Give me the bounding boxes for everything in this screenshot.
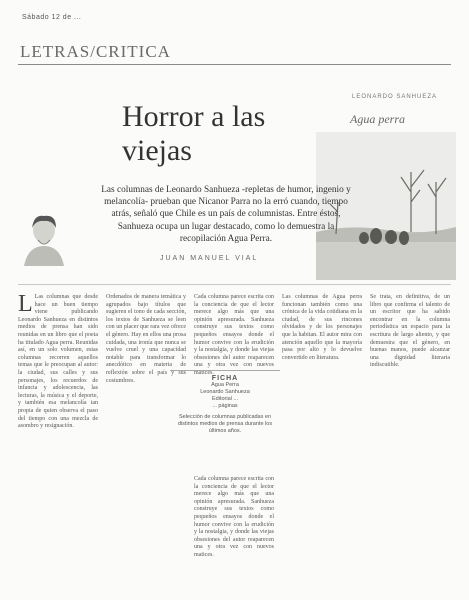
book-info-line: ... páginas — [212, 403, 238, 409]
article-headline: Horror a las viejas — [122, 100, 266, 167]
book-info-line: Editorial ... — [212, 396, 238, 402]
book-info-line: Agua Perra — [211, 382, 239, 388]
book-info-line: Leonardo Sanhueza — [200, 389, 250, 395]
body-column-4 — [282, 294, 362, 594]
header-rule — [18, 64, 451, 65]
body-column-5-text: Se trata, en definitiva, de un libro que confirma el talento de un escritor que ha sabido encontrar en la columna periodística un espacio para la escritura de largo aliento, y que demuestra que el género, en buenas manos, puede alcanzar una dignidad literaria indiscutible. — [370, 294, 450, 369]
photo-caption: LEONARDO SANHUEZA — [352, 94, 438, 100]
book-info-title: FICHA — [211, 375, 239, 382]
body-column-3-text: Cada columna parece escrita con la conciencia de que el lector merece algo más que una opinión apresurada. Sanhueza construye sus textos como pequeños ensayos donde el humor convive con la erudición y la nostalgia, y donde las viejas obsesiones del autor reaparecen una y otra vez con nuevos matices. — [194, 294, 274, 376]
section-title: LETRAS/CRITICA — [20, 42, 171, 61]
issue-date: Sábado 12 de ... — [22, 14, 82, 21]
body-column-2-text: Ordenados de manera temática y agrupados bajo títulos que sugieren el tono de cada sección, los textos de Sanhueza se leen con un placer que rara vez ofrece el género. Hay en ellos una prosa cuidada, una ironía que nunca se vuelve cruel y una capacidad notable para transformar lo anecdótico en materia de reflexión sobre el país y sus costumbres. — [106, 294, 186, 384]
body-column-1-text: Las columnas que desde hace un buen tiempo viene publicando Leonardo Sanhueza en distintos medios de prensa han sido reunidas en un libro que el poeta ha titulado Agua perra. Reunidas así, en un solo volumen, estas columnas recorren aquellos temas que le preocupan al autor: la ciudad, sus calles y sus personajes, los recuerdos de infancia y adolescencia, las lecturas, la música y el deporte, y también esa melancolía tan propia de quien observa el paso del tiempo con una mezcla de asombro y resignación. — [18, 294, 98, 430]
author-byline: JUAN MANUEL VIAL — [160, 255, 259, 262]
body-column-4-text: Las columnas de Agua perra funcionan también como una crónica de la vida cotidiana en la ciudad, de sus rincones olvidados y de los personajes que la habitan. El autor mira con atención aquello que la mayoría pasa por alto y lo devuelve convertido en literatura. — [282, 294, 362, 361]
book-info-box — [170, 370, 280, 471]
body-rule — [18, 284, 451, 285]
article-lead: Las columnas de Leonardo Sanhueza -repletas de humor, ingenio y melancolía- prueban que Nicanor Parra no la erró cuando, tiempo atrás, señaló que Chile es un país de columnistas. Entre éstos, Sanhueza ocupa un lugar destacado, como lo demuestra la recopilación Agua Perra. — [101, 185, 351, 244]
author-portrait — [20, 210, 68, 266]
body-column-1 — [18, 291, 98, 594]
photo-title: Agua perra — [350, 112, 405, 126]
body-column-3b-text: Cada columna parece escrita con la conciencia de que el lector merece algo más que una opinión apresurada. Sanhueza construye sus textos como pequeños ensayos donde el humor convive con la erudición y la nostalgia, y donde las viejas obsesiones del autor reaparecen una y otra vez con nuevos matices. — [194, 476, 274, 558]
body-column-3b — [194, 476, 274, 594]
body-column-5 — [370, 294, 450, 594]
body-column-3 — [194, 294, 274, 376]
book-info-note: Selección de columnas publicadas en distintos medios de prensa durante los últimos años. — [177, 414, 273, 434]
drop-cap: L — [18, 291, 33, 317]
